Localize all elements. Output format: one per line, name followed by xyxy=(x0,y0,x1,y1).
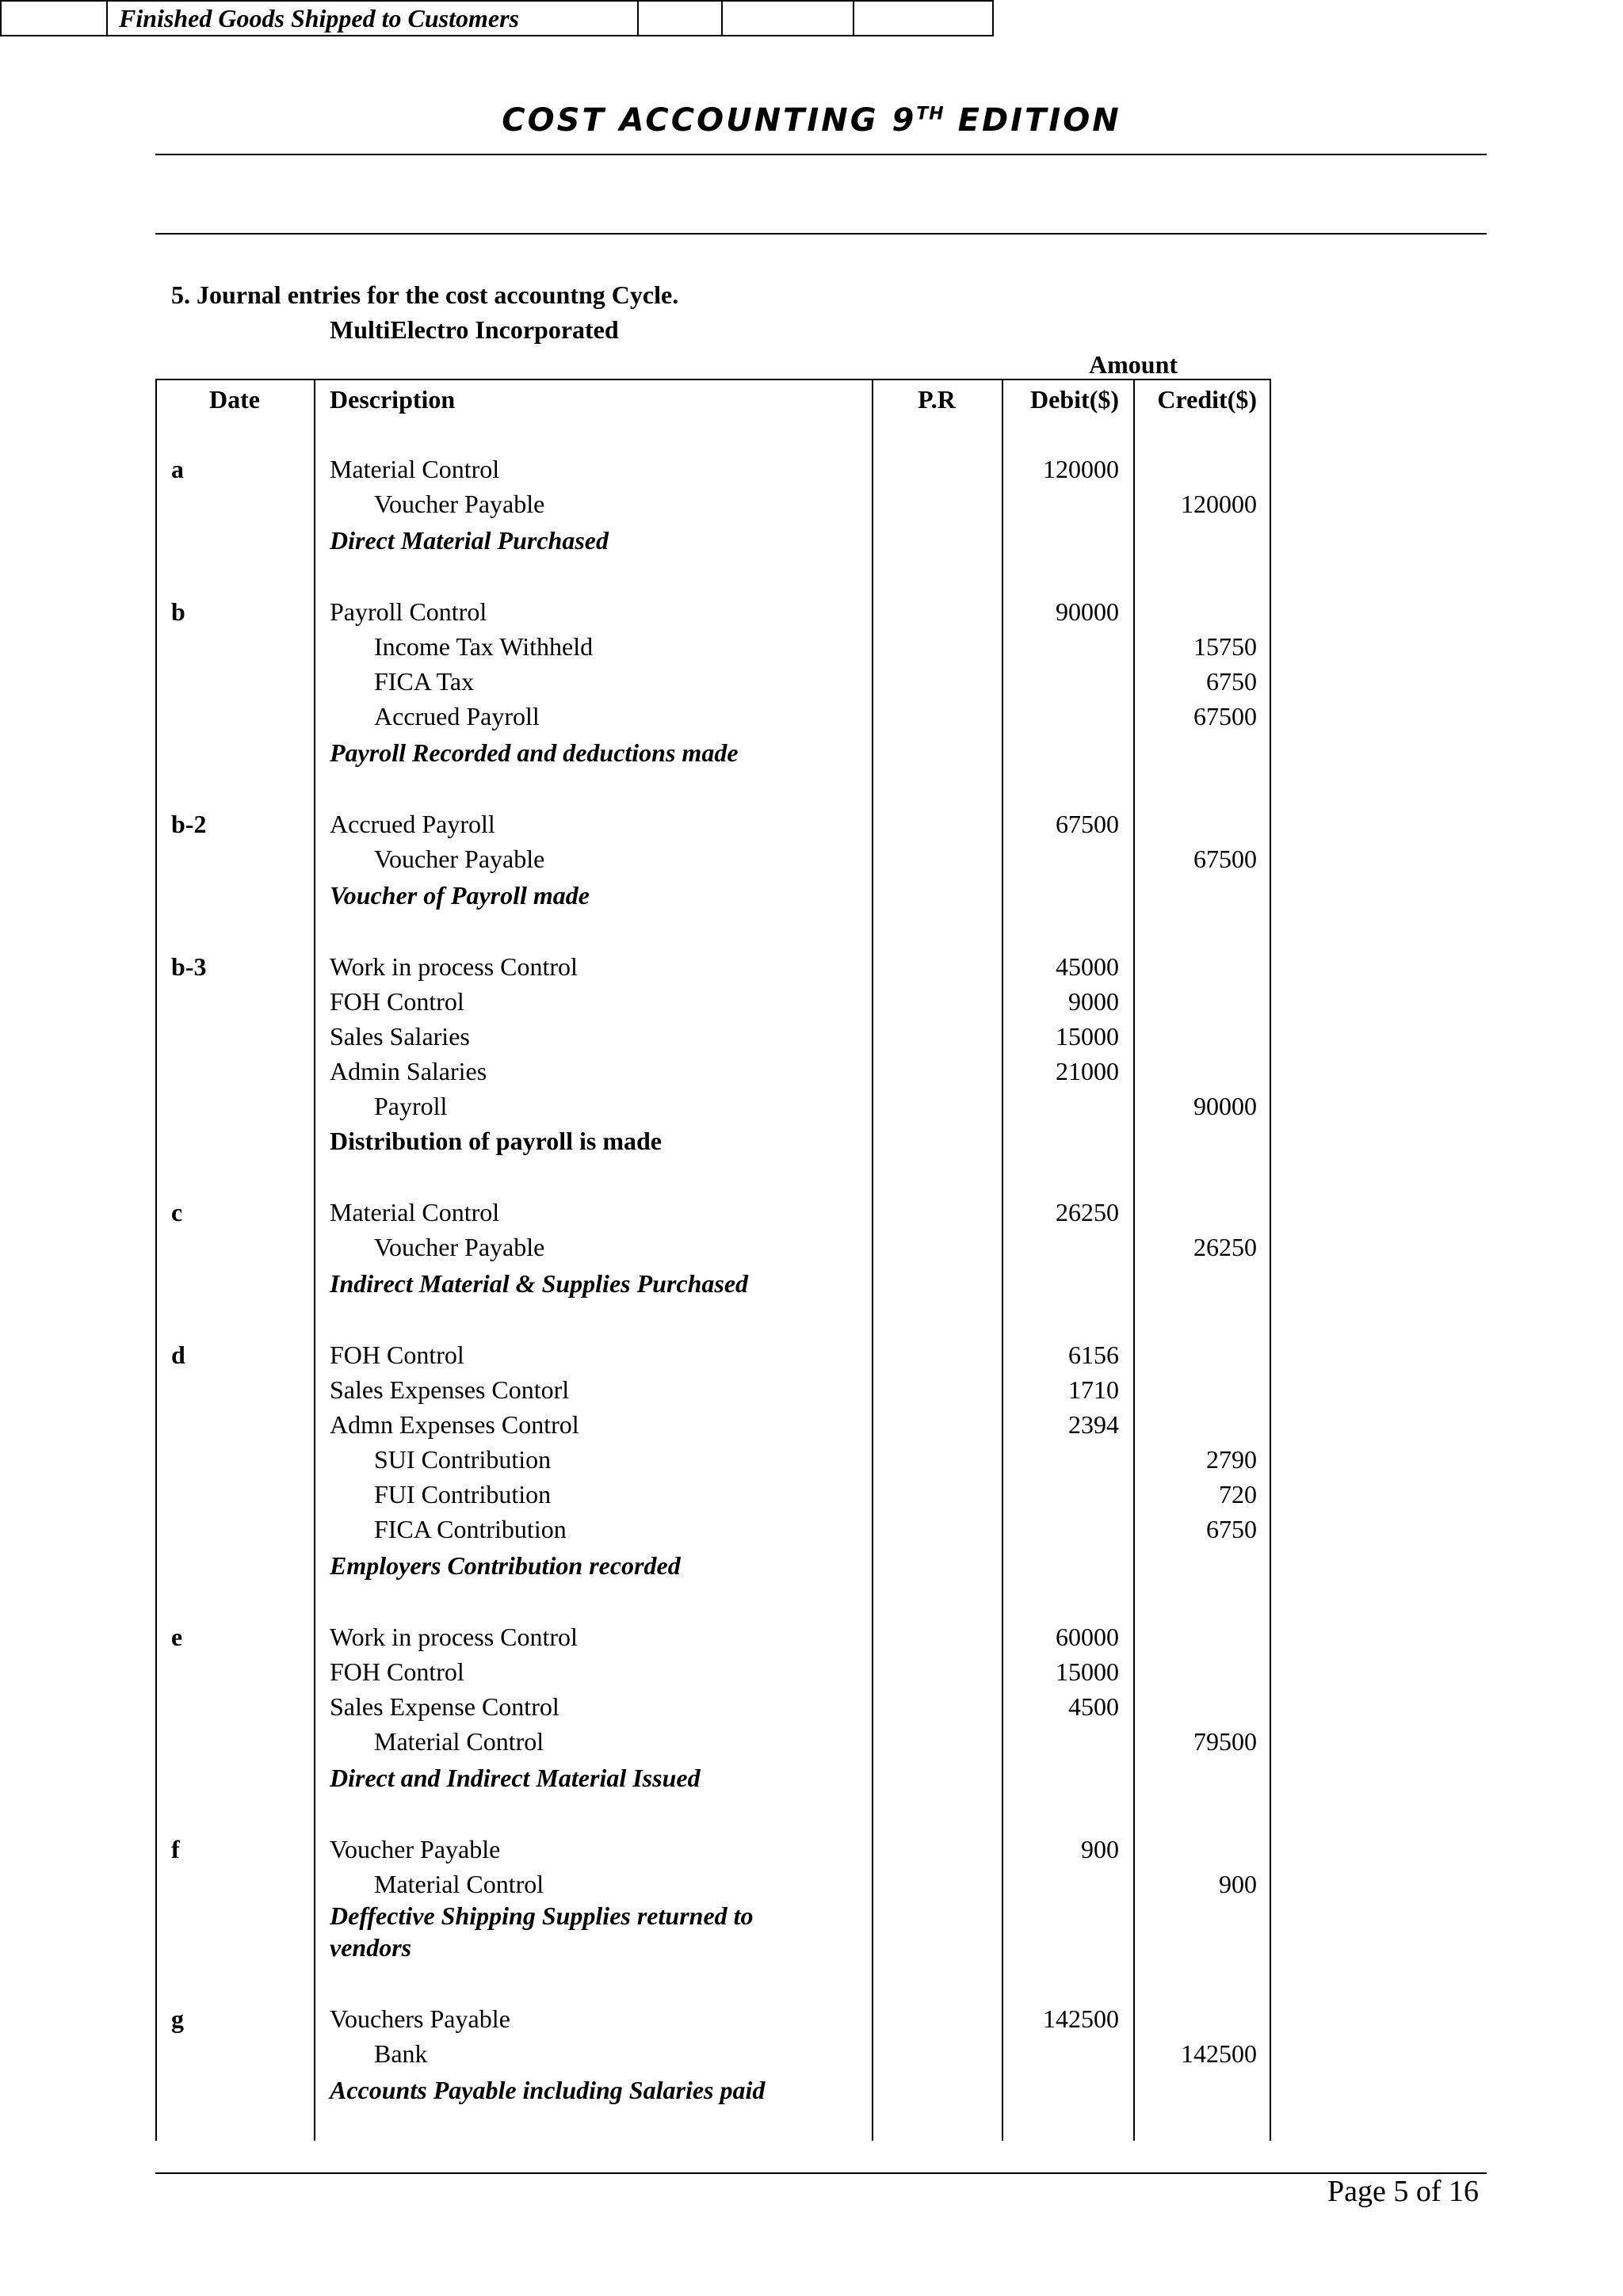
entry-narration: Voucher of Payroll made xyxy=(330,881,590,910)
table-cell xyxy=(854,1,993,36)
debit-amount: 60000 xyxy=(1056,1623,1119,1651)
debit-account: Accrued Payroll xyxy=(330,810,495,838)
credit-amount: 6750 xyxy=(1206,667,1257,696)
entry-narration: Distribution of payroll is made xyxy=(330,1127,662,1155)
table-cell xyxy=(1,1,107,36)
credit-amount: 6750 xyxy=(1206,1515,1257,1543)
credit-account: Voucher Payable xyxy=(374,1233,545,1261)
entry-date: g xyxy=(171,2004,184,2033)
debit-amount: 6156 xyxy=(1068,1341,1119,1369)
debit-account: FOH Control xyxy=(330,987,464,1016)
column-divider xyxy=(1002,379,1003,2141)
debit-account: Vouchers Payable xyxy=(330,2004,510,2033)
header-rule xyxy=(155,154,1487,155)
debit-account: Admn Expenses Control xyxy=(330,1410,579,1439)
debit-account: Sales Expense Control xyxy=(330,1692,559,1721)
column-divider xyxy=(1270,379,1271,2141)
credit-amount: 90000 xyxy=(1193,1092,1257,1120)
debit-account: Work in process Control xyxy=(330,1623,578,1651)
entry-date: b-2 xyxy=(171,810,207,838)
amount-label: Amount xyxy=(1089,350,1178,379)
debit-amount: 15000 xyxy=(1056,1022,1119,1051)
credit-amount: 900 xyxy=(1219,1870,1257,1898)
column-header-pr: P.R xyxy=(918,385,956,414)
debit-account: FOH Control xyxy=(330,1657,464,1686)
debit-amount: 142500 xyxy=(1043,2004,1119,2033)
debit-amount: 9000 xyxy=(1068,987,1119,1016)
previous-table-fragment xyxy=(0,0,994,36)
debit-account: Work in process Control xyxy=(330,952,578,981)
debit-account: Material Control xyxy=(330,1198,500,1226)
credit-account: Material Control xyxy=(374,1870,544,1898)
credit-amount: 120000 xyxy=(1181,490,1257,518)
credit-account: SUI Contribution xyxy=(374,1445,552,1474)
column-header-description: Description xyxy=(330,385,456,414)
entry-narration: Payroll Recorded and deductions made xyxy=(330,738,739,767)
entry-date: b xyxy=(171,597,185,626)
debit-account: Voucher Payable xyxy=(330,1835,501,1863)
debit-amount: 1710 xyxy=(1068,1375,1119,1404)
entry-date: a xyxy=(171,455,184,483)
debit-account: FOH Control xyxy=(330,1341,464,1369)
credit-account: Material Control xyxy=(374,1727,544,1756)
entry-narration: Accounts Payable including Salaries paid xyxy=(330,2076,766,2104)
company-name: MultiElectro Incorporated xyxy=(330,315,619,344)
debit-amount: 2394 xyxy=(1068,1410,1119,1439)
column-header-credit: Credit($) xyxy=(1157,385,1257,414)
debit-account: Payroll Control xyxy=(330,597,487,626)
footer-rule xyxy=(155,2172,1487,2174)
section-heading: 5. Journal entries for the cost accountng Cycle. xyxy=(171,280,679,309)
entry-date: f xyxy=(171,1835,180,1863)
debit-amount: 4500 xyxy=(1068,1692,1119,1721)
entry-narration-continued: vendors xyxy=(330,1933,412,1962)
column-divider xyxy=(872,379,873,2141)
credit-amount: 67500 xyxy=(1193,702,1257,730)
credit-account: Accrued Payroll xyxy=(374,702,540,730)
debit-account: Sales Expenses Contorl xyxy=(330,1375,570,1404)
column-divider xyxy=(155,379,157,2141)
document-header-title: COST ACCOUNTING 9TH EDITION xyxy=(502,102,1121,139)
credit-account: Payroll xyxy=(374,1092,448,1120)
credit-amount: 2790 xyxy=(1206,1445,1257,1474)
entry-narration: Direct Material Purchased xyxy=(330,526,609,555)
debit-amount: 90000 xyxy=(1056,597,1119,626)
debit-account: Admin Salaries xyxy=(330,1057,487,1085)
entry-narration: Employers Contribution recorded xyxy=(330,1551,681,1580)
section-divider xyxy=(155,233,1487,235)
credit-amount: 142500 xyxy=(1181,2039,1257,2068)
credit-account: Income Tax Withheld xyxy=(374,632,594,661)
table-cell xyxy=(722,1,854,36)
entry-narration: Indirect Material & Supplies Purchased xyxy=(330,1269,749,1298)
credit-account: FICA Contribution xyxy=(374,1515,567,1543)
debit-account: Sales Salaries xyxy=(330,1022,470,1051)
entry-date: b-3 xyxy=(171,952,207,981)
debit-amount: 15000 xyxy=(1056,1657,1119,1686)
credit-amount: 720 xyxy=(1219,1480,1257,1508)
credit-amount: 26250 xyxy=(1193,1233,1257,1261)
entry-date: d xyxy=(171,1341,185,1369)
debit-amount: 120000 xyxy=(1043,455,1119,483)
page-number: Page 5 of 16 xyxy=(1327,2175,1479,2208)
column-header-debit: Debit($) xyxy=(1030,385,1119,414)
entry-date: c xyxy=(171,1198,183,1226)
credit-account: Voucher Payable xyxy=(374,845,545,873)
debit-amount: 900 xyxy=(1081,1835,1119,1863)
table-cell xyxy=(638,1,722,36)
debit-amount: 21000 xyxy=(1056,1057,1119,1085)
entry-narration: Direct and Indirect Material Issued xyxy=(330,1764,701,1792)
credit-amount: 15750 xyxy=(1193,632,1257,661)
column-header-date: Date xyxy=(209,385,260,414)
debit-amount: 26250 xyxy=(1056,1198,1119,1226)
credit-amount: 79500 xyxy=(1193,1727,1257,1756)
credit-amount: 67500 xyxy=(1193,845,1257,873)
debit-amount: 67500 xyxy=(1056,810,1119,838)
credit-account: FICA Tax xyxy=(374,667,475,696)
column-divider xyxy=(314,379,315,2141)
debit-account: Material Control xyxy=(330,455,500,483)
credit-account: Voucher Payable xyxy=(374,490,545,518)
credit-account: FUI Contribution xyxy=(374,1480,552,1508)
credit-account: Bank xyxy=(374,2039,428,2068)
entry-narration: Deffective Shipping Supplies returned to xyxy=(330,1901,754,1930)
journal-top-border xyxy=(155,379,1271,380)
table-row xyxy=(1,1,993,36)
previous-table-row-label: Finished Goods Shipped to Customers xyxy=(107,1,638,36)
entry-date: e xyxy=(171,1623,183,1651)
debit-amount: 45000 xyxy=(1056,952,1119,981)
